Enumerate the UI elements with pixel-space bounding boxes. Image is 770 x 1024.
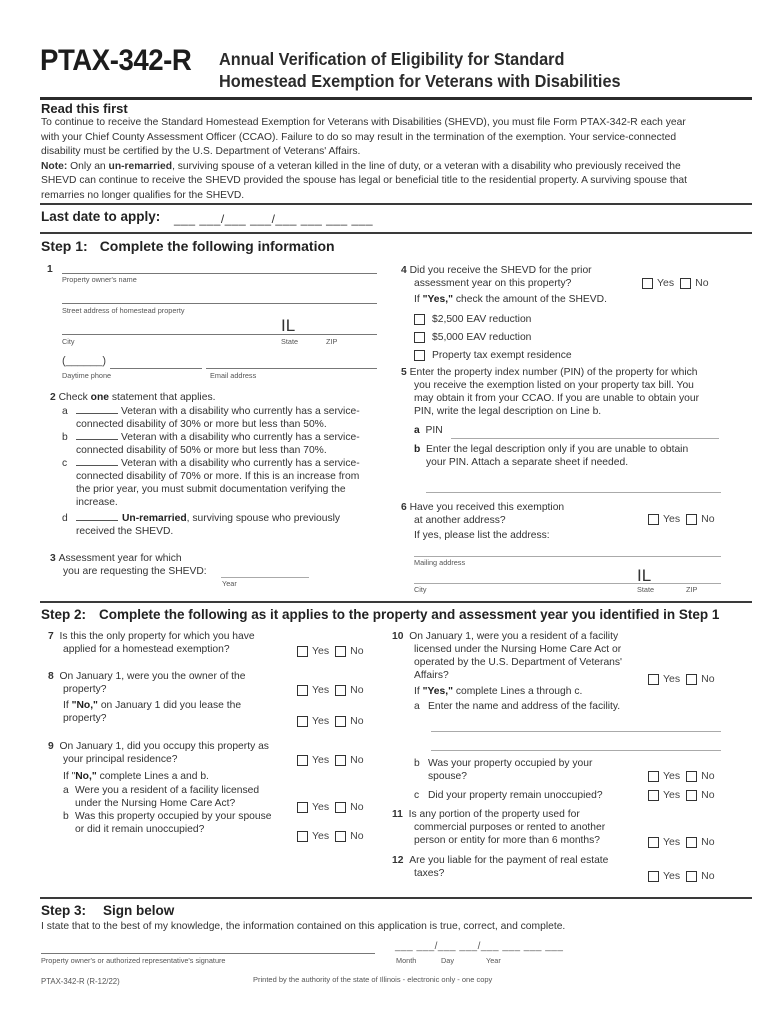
note: Note: Only an un-remarried, surviving spouse of a veteran killed in the line of duty, or a veteran with a disability who previously received the: [41, 160, 681, 172]
q10-yes-no: Yes No: [648, 673, 721, 685]
signature-label: Property owner's or authorized representative's signature: [41, 956, 226, 965]
email-label: Email address: [210, 371, 257, 380]
q10-no-checkbox[interactable]: [686, 674, 697, 685]
q11-yes-no: Yes No: [648, 836, 721, 848]
q2-option-b[interactable]: b Veteran with a disability who currently has a service- connected disability of 50% or more but less than 70%.: [62, 432, 360, 456]
street-address-field[interactable]: [62, 303, 377, 304]
q8-owner-yes-no: Yes No: [297, 684, 370, 696]
read-first-paragraph: To continue to receive the Standard Homestead Exemption for Veterans with Disabilities (SHEVD), you must file Form PTAX-342-R each year with your Chief County Assessment Officer (CCAO). Failure to do so may result in the termination of the exemption. Your service-connected disability must be certified by the U.S. Department of Veterans' Affairs. Note: Only an un-remarried, surviving spouse of a veteran killed in the line of duty, or a veteran with a disability who previously received the SHEVD can continue to receive the SHEVD provided the spouse has legal or beneficial title to the residential property. A surviving spouse that remarries no longer qualifies for the SHEVD.: [41, 116, 761, 203]
step2-rule: [40, 601, 752, 603]
step1-heading: Step 1: Complete the following information: [41, 238, 335, 254]
read-first-rule: [40, 203, 752, 205]
read-first-heading: Read this first: [41, 101, 128, 116]
q6-zip-label: ZIP: [686, 585, 698, 594]
step3-heading: Step 3: Sign below: [41, 903, 175, 918]
q8-lease-no-checkbox[interactable]: [335, 716, 346, 727]
q7: 7 Is this the only property for which you have applied for a homestead exemption?: [48, 631, 255, 655]
month-label: Month: [396, 956, 417, 965]
pin-field[interactable]: [451, 438, 719, 439]
city-label: City: [62, 337, 75, 346]
step2-heading: Step 2: Complete the following as it applies to the property and assessment year you identified in Step 1: [41, 607, 720, 622]
last-date-input[interactable]: ___ ___/___ ___/___ ___ ___ ___: [174, 212, 374, 226]
facility-address-field[interactable]: [431, 750, 721, 751]
city-state-zip-field[interactable]: [62, 334, 377, 335]
q10c-yes-checkbox[interactable]: [648, 790, 659, 801]
q5: 5 Enter the property index number (PIN) of the property for which you receive the exemption listed on your property tax bill. You may obtain it from your CCAO. If you are unable to obtain your PIN, write the legal description on Line b. a PIN b Enter the legal description only if you are unable to obtain your PIN. Attach a separate sheet if needed.: [401, 367, 700, 468]
form-title-line1: Annual Verification of Eligibility for Standard: [219, 49, 565, 69]
printed-by-note: Printed by the authority of the state of Illinois - electronic only - one copy: [253, 975, 493, 984]
street-address-label: Street address of homestead property: [62, 306, 185, 315]
eav-2500-checkbox[interactable]: [414, 314, 425, 325]
header-rule: [40, 97, 752, 100]
form-id: PTAX-342-R: [40, 44, 192, 77]
q3: 3 Assessment year for which you are requesting the SHEVD:: [50, 553, 207, 577]
facility-name-field[interactable]: [431, 731, 721, 732]
q7-no-checkbox[interactable]: [335, 646, 346, 657]
year-label: Year: [222, 579, 237, 588]
q11-no-checkbox[interactable]: [686, 837, 697, 848]
q10-bc: b Was your property occupied by your spouse? c Did your property remain unoccupied?: [414, 758, 603, 801]
q9a-yes-no: Yes No: [297, 801, 370, 813]
q12-yes-checkbox[interactable]: [648, 871, 659, 882]
owner-name-label: Property owner's name: [62, 275, 137, 284]
step3-rule: [40, 897, 752, 899]
q2-option-c[interactable]: c Veteran with a disability who currently has a service- connected disability of 70% or more. If this is an increase from the prior year, you must submit documentation verifying the increase.: [62, 458, 360, 508]
q10c-yes-no: Yes No: [648, 789, 721, 801]
q8-lease-yes-checkbox[interactable]: [297, 716, 308, 727]
q8-owner-yes-checkbox[interactable]: [297, 685, 308, 696]
state-value: IL: [281, 316, 296, 335]
q11-yes-checkbox[interactable]: [648, 837, 659, 848]
q7-yes-no: Yes No: [297, 645, 370, 657]
q4-amount-options: $2,500 EAV reduction $5,000 EAV reduction Property tax exempt residence: [414, 313, 572, 363]
form-title: [219, 48, 621, 92]
legal-description-field[interactable]: [426, 492, 721, 493]
q11: 11 Is any portion of the property used for commercial purposes or rented to another person or entity for more than 6 months?: [392, 809, 606, 846]
mailing-address-label: Mailing address: [414, 558, 466, 567]
q6: 6 Have you received this exemption at another address? If yes, please list the address:: [401, 502, 565, 541]
q2-option-d[interactable]: d Un-remarried, surviving spouse who previously received the SHEVD.: [62, 513, 341, 537]
q6-yes-no: Yes No: [648, 513, 721, 525]
q8-lease-yes-no: Yes No: [297, 715, 370, 727]
other-city-state-zip-field[interactable]: [414, 583, 721, 584]
q2-option-a[interactable]: a Veteran with a disability who currently has a service- connected disability of 30% or more but less than 50%.: [62, 406, 360, 430]
state-label: State: [281, 337, 299, 346]
tax-exempt-residence-checkbox[interactable]: [414, 350, 425, 361]
last-date-rule: [40, 232, 752, 234]
q9a-no-checkbox[interactable]: [335, 802, 346, 813]
q2: 2 Check one statement that applies. a Veteran with a disability who currently has a service- connected disability of 30% or more but less than 50%. b Veteran with a disability who currently has a service- connected disability of 50% or more but less than 70%. c Veteran with a disability who currently has a service- connected disability of 70% or more. If this is an increase from the prior year, you must submit documentation verifying the increase. d Un-remarried, surviving spouse who previously received the SHEVD.: [50, 391, 390, 538]
signature-field[interactable]: [41, 953, 375, 954]
q4-yes-checkbox[interactable]: [642, 278, 653, 289]
eav-5000-checkbox[interactable]: [414, 332, 425, 343]
q10: 10 On January 1, were you a resident of a facility licensed under the Nursing Home Care Act or operated by the U.S. Department of Veterans' Affairs? If "Yes," complete Lines a through c. a Enter the name and address of the facility.: [392, 631, 623, 712]
phone-label: Daytime phone: [62, 371, 112, 380]
signature-date-field[interactable]: ___ ___/___ ___/___ ___ ___ ___: [395, 941, 564, 952]
q9-no-checkbox[interactable]: [335, 755, 346, 766]
q12: 12 Are you liable for the payment of real estate taxes?: [392, 855, 609, 879]
q12-yes-no: Yes No: [648, 870, 721, 882]
q6-state-label: State: [637, 585, 655, 594]
form-revision: PTAX-342-R (R-12/22): [41, 977, 120, 986]
q6-city-label: City: [414, 585, 427, 594]
q1-number: 1: [47, 264, 53, 275]
phone-field[interactable]: [110, 368, 202, 369]
q7-yes-checkbox[interactable]: [297, 646, 308, 657]
email-field[interactable]: [206, 368, 377, 369]
q4: 4 Did you receive the SHEVD for the prior assessment year on this property? If "Yes," check the amount of the SHEVD.: [401, 265, 607, 305]
day-label: Day: [441, 956, 454, 965]
q10-yes-checkbox[interactable]: [648, 674, 659, 685]
q12-no-checkbox[interactable]: [686, 871, 697, 882]
zip-label: ZIP: [326, 337, 338, 346]
q9b-yes-no: Yes No: [297, 830, 370, 842]
owner-name-field[interactable]: [62, 273, 377, 274]
q6-no-checkbox[interactable]: [686, 514, 697, 525]
q9-yes-no: Yes No: [297, 754, 370, 766]
q6-state-value: IL: [637, 566, 652, 585]
q10b-yes-checkbox[interactable]: [648, 771, 659, 782]
step3-statement: I state that to the best of my knowledge, the information contained on this application is true, correct, and complete.: [41, 921, 566, 932]
phone-area-code-field[interactable]: (______): [62, 355, 107, 367]
q8-owner-no-checkbox[interactable]: [335, 685, 346, 696]
q4-no-checkbox[interactable]: [680, 278, 691, 289]
q6-yes-checkbox[interactable]: [648, 514, 659, 525]
assessment-year-field[interactable]: [221, 577, 309, 578]
q10b-no-checkbox[interactable]: [686, 771, 697, 782]
last-date-label: Last date to apply:: [41, 209, 161, 224]
q9: 9 On January 1, did you occupy this property as your principal residence? If "No," complete Lines a and b. a Were you a resident of a facility licensed under the Nursing Home Care Act? b Was this property occupied by your spouse or did it remain unoccupied?: [48, 741, 272, 835]
date-year-label: Year: [486, 956, 501, 965]
q9b-yes-checkbox[interactable]: [297, 831, 308, 842]
q4-yes-no: Yes No: [642, 277, 715, 289]
q9-yes-checkbox[interactable]: [297, 755, 308, 766]
form-title-line2: Homestead Exemption for Veterans with Disabilities: [219, 71, 621, 91]
q10b-yes-no: Yes No: [648, 770, 721, 782]
q9b-no-checkbox[interactable]: [335, 831, 346, 842]
q9a-yes-checkbox[interactable]: [297, 802, 308, 813]
other-mailing-address-field[interactable]: [414, 556, 721, 557]
q8: 8 On January 1, were you the owner of the property? If "No," on January 1 did you lease the property?: [48, 671, 246, 724]
q10c-no-checkbox[interactable]: [686, 790, 697, 801]
